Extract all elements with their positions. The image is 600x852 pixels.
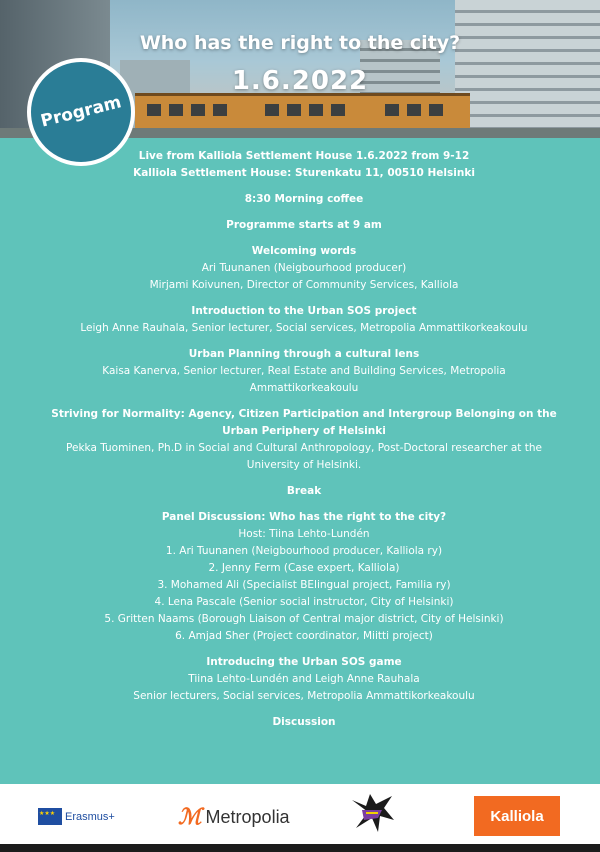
- bottom-bar: [0, 844, 600, 852]
- eu-flag-icon: [38, 808, 62, 825]
- erasmus-logo: [38, 808, 115, 825]
- metropolia-logo: [178, 804, 290, 830]
- section-heading: Panel Discussion: Who has the right to the city?: [161, 511, 447, 523]
- speaker-line: University of Helsinki.: [246, 459, 362, 471]
- speaker-line: Leigh Anne Rauhala, Senior lecturer, Social services, Metropolia Ammattikorkeakoulu: [80, 322, 528, 334]
- speaker-line: Ammattikorkeakoulu: [249, 382, 359, 394]
- section-heading: Striving for Normality: Agency, Citizen Participation and Intergroup Belonging on the: [51, 408, 557, 420]
- panelist-item: 5. Gritten Naams (Borough Liaison of Central major district, City of Helsinki): [104, 613, 504, 625]
- kalliola-logo: [474, 796, 560, 836]
- speaker-line: Kaisa Kanerva, Senior lecturer, Real Estate and Building Services, Metropolia: [102, 365, 506, 377]
- speaker-line: Senior lecturers, Social services, Metropolia Ammattikorkeakoulu: [133, 690, 475, 702]
- panelist-item: 3. Mohamed Ali (Specialist BElingual project, Familia ry): [157, 579, 451, 591]
- panelist-item: 4. Lena Pascale (Senior social instructor, City of Helsinki): [154, 596, 454, 608]
- speaker-line: Pekka Tuominen, Ph.D in Social and Cultural Anthropology, Post-Doctoral researcher at the: [66, 442, 542, 454]
- urban-sos-logo: [348, 794, 396, 834]
- live-info: Live from Kalliola Settlement House 1.6.2022 from 9-12: [138, 150, 470, 162]
- erasmus-label: Erasmus+: [65, 810, 115, 823]
- coffee-time: 8:30 Morning coffee: [244, 193, 364, 205]
- discussion-label: Discussion: [272, 716, 336, 728]
- speaker-line: Tiina Lehto-Lundén and Leigh Anne Rauhala: [188, 673, 420, 685]
- section-heading: Introducing the Urban SOS game: [206, 656, 402, 668]
- panelist-item: 6. Amjad Sher (Project coordinator, Miitti project): [175, 630, 433, 642]
- address-info: Kalliola Settlement House: Sturenkatu 11, 00510 Helsinki: [133, 167, 475, 179]
- page-title: Who has the right to the city?: [139, 32, 461, 54]
- programme-start: Programme starts at 9 am: [226, 219, 382, 231]
- program-badge-label: Program: [38, 92, 124, 132]
- metropolia-m-icon: ℳ: [178, 804, 202, 829]
- section-heading: Welcoming words: [251, 245, 357, 257]
- section-heading: Urban Periphery of Helsinki: [222, 425, 386, 437]
- panel-host: Host: Tiina Lehto-Lundén: [238, 528, 370, 540]
- section-heading: Introduction to the Urban SOS project: [191, 305, 417, 317]
- event-date: 1.6.2022: [231, 66, 369, 96]
- kalliola-label: Kalliola: [490, 807, 544, 825]
- panelist-item: 2. Jenny Ferm (Case expert, Kalliola): [208, 562, 400, 574]
- train-photo: [135, 93, 470, 132]
- speaker-line: Mirjami Koivunen, Director of Community Services, Kalliola: [149, 279, 459, 291]
- partner-logos: [0, 784, 600, 844]
- speaker-line: Ari Tuunanen (Neigbourhood producer): [201, 262, 407, 274]
- program-content: [30, 148, 578, 731]
- metropolia-label: Metropolia: [205, 806, 290, 827]
- break-label: Break: [286, 485, 322, 497]
- section-heading: Urban Planning through a cultural lens: [188, 348, 420, 360]
- panelist-item: 1. Ari Tuunanen (Neigbourhood producer, Kalliola ry): [165, 545, 443, 557]
